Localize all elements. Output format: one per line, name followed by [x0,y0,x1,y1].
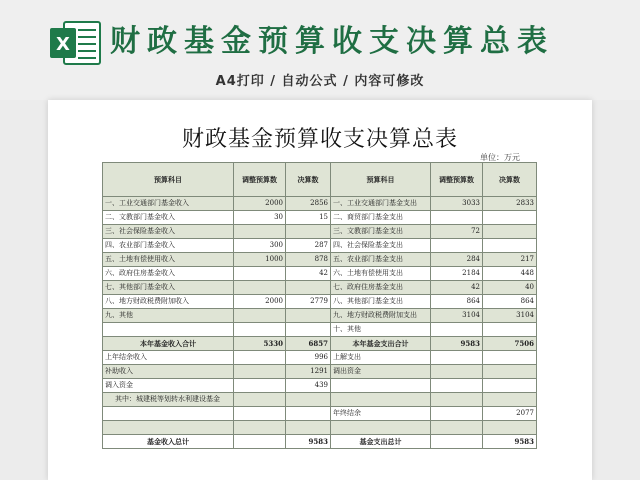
sheet-title: 财政基金预算收支决算总表 [181,127,458,152]
income-budget-cell: 300 [234,239,286,253]
table-row [103,295,537,309]
income-item-cell: 三、社会保险基金收入 [103,225,234,239]
expense-budget-cell [431,379,483,393]
table-row [103,407,537,421]
header-cell: 调整预算数 [431,163,483,197]
income-final-cell: 1291 [286,365,331,379]
income-final-cell: 2779 [286,295,331,309]
table-header-row [103,163,537,197]
income-final-cell [286,309,331,323]
income-final-cell: 15 [286,211,331,225]
header-cell: 决算数 [483,163,537,197]
expense-item-cell: 调出资金 [331,365,431,379]
expense-budget-cell: 72 [431,225,483,239]
expense-item-cell: 八、其他部门基金支出 [331,295,431,309]
income-final-cell [286,281,331,295]
income-item-cell: 四、农业部门基金收入 [103,239,234,253]
expense-final-cell [483,379,537,393]
banner-title: 财政基金预算收支决算总表 [110,24,554,59]
expense-final-cell [483,225,537,239]
expense-final-cell: 448 [483,267,537,281]
income-item-cell: 二、文教部门基金收入 [103,211,234,225]
table-row [103,337,537,351]
income-final-cell: 287 [286,239,331,253]
expense-budget-cell [431,435,483,449]
income-budget-cell [234,435,286,449]
income-final-cell [286,323,331,337]
expense-item-cell: 六、土地有偿使用支出 [331,267,431,281]
table-row [103,393,537,407]
income-budget-cell [234,351,286,365]
budget-table [102,162,537,449]
table-row [103,239,537,253]
income-budget-cell [234,309,286,323]
income-item-cell: 上年结余收入 [103,351,234,365]
excel-logo-icon [48,18,102,68]
expense-final-cell [483,323,537,337]
income-final-cell [286,393,331,407]
expense-budget-cell [431,211,483,225]
table-row [103,323,537,337]
income-budget-cell [234,393,286,407]
spreadsheet-preview [48,100,592,480]
expense-final-cell [483,365,537,379]
expense-item-cell [331,379,431,393]
income-budget-cell: 30 [234,211,286,225]
header-cell: 预算科目 [331,163,431,197]
income-final-cell: 2856 [286,197,331,211]
expense-budget-cell [431,393,483,407]
income-item-cell: 调入资金 [103,379,234,393]
income-budget-cell [234,267,286,281]
header-cell: 调整预算数 [234,163,286,197]
income-item-cell: 本年基金收入合计 [103,337,234,351]
income-item-cell: 其中：城建税等划转水利建设基金 [103,393,234,407]
table-row [103,421,537,435]
income-budget-cell: 1000 [234,253,286,267]
table-row [103,435,537,449]
income-final-cell: 439 [286,379,331,393]
expense-item-cell: 上解支出 [331,351,431,365]
expense-item-cell: 五、农业部门基金支出 [331,253,431,267]
income-item-cell: 基金收入总计 [103,435,234,449]
expense-item-cell: 年终结余 [331,407,431,421]
income-budget-cell: 5330 [234,337,286,351]
income-budget-cell [234,323,286,337]
expense-final-cell: 2833 [483,197,537,211]
expense-budget-cell: 3033 [431,197,483,211]
header-cell: 预算科目 [103,163,234,197]
expense-final-cell: 40 [483,281,537,295]
income-item-cell: 一、工业交通部门基金收入 [103,197,234,211]
table-row [103,225,537,239]
logo-letter: X [56,34,70,55]
income-item-cell: 九、其他 [103,309,234,323]
income-final-cell: 996 [286,351,331,365]
expense-budget-cell: 3104 [431,309,483,323]
expense-budget-cell: 42 [431,281,483,295]
expense-budget-cell: 2184 [431,267,483,281]
income-budget-cell: 2000 [234,295,286,309]
table-row [103,267,537,281]
expense-budget-cell [431,421,483,435]
expense-final-cell [483,421,537,435]
expense-item-cell: 一、工业交通部门基金支出 [331,197,431,211]
expense-budget-cell [431,351,483,365]
table-row [103,309,537,323]
expense-final-cell: 7506 [483,337,537,351]
expense-budget-cell [431,239,483,253]
expense-final-cell: 2077 [483,407,537,421]
expense-final-cell: 3104 [483,309,537,323]
header-cell: 决算数 [286,163,331,197]
expense-final-cell: 9583 [483,435,537,449]
expense-item-cell: 十、其他 [331,323,431,337]
expense-budget-cell: 9583 [431,337,483,351]
unit-label: 单位：万元 [480,153,520,162]
banner-subtitle: A4打印 / 自动公式 / 内容可修改 [215,74,425,89]
income-final-cell [286,407,331,421]
income-budget-cell [234,225,286,239]
income-budget-cell [234,407,286,421]
table-row [103,197,537,211]
expense-item-cell: 二、商贸部门基金支出 [331,211,431,225]
income-final-cell: 6857 [286,337,331,351]
expense-final-cell: 217 [483,253,537,267]
income-item-cell: 七、其他部门基金收入 [103,281,234,295]
expense-item-cell [331,421,431,435]
table-row [103,211,537,225]
table-row [103,253,537,267]
income-item-cell: 补助收入 [103,365,234,379]
income-item-cell [103,323,234,337]
banner [0,0,640,100]
expense-budget-cell [431,323,483,337]
expense-budget-cell: 864 [431,295,483,309]
income-final-cell: 42 [286,267,331,281]
expense-budget-cell: 284 [431,253,483,267]
table-row [103,365,537,379]
expense-final-cell: 864 [483,295,537,309]
income-budget-cell [234,421,286,435]
income-final-cell: 9583 [286,435,331,449]
expense-item-cell: 九、地方财政税费附加支出 [331,309,431,323]
income-budget-cell: 2000 [234,197,286,211]
income-budget-cell [234,379,286,393]
expense-final-cell [483,351,537,365]
income-item-cell: 六、政府住房基金收入 [103,267,234,281]
expense-item-cell: 基金支出总计 [331,435,431,449]
income-final-cell [286,421,331,435]
table-row [103,379,537,393]
expense-item-cell: 七、政府住房基金支出 [331,281,431,295]
expense-final-cell [483,211,537,225]
income-final-cell: 878 [286,253,331,267]
expense-item-cell: 三、文教部门基金支出 [331,225,431,239]
expense-final-cell [483,239,537,253]
income-budget-cell [234,281,286,295]
income-final-cell [286,225,331,239]
expense-item-cell: 四、社会保险基金支出 [331,239,431,253]
income-item-cell: 五、土地有偿使用收入 [103,253,234,267]
expense-budget-cell [431,365,483,379]
income-item-cell [103,407,234,421]
table-row [103,351,537,365]
income-budget-cell [234,365,286,379]
expense-item-cell: 本年基金支出合计 [331,337,431,351]
income-item-cell [103,421,234,435]
table-row [103,281,537,295]
expense-item-cell [331,393,431,407]
income-item-cell: 八、地方财政税费附加收入 [103,295,234,309]
expense-budget-cell [431,407,483,421]
expense-final-cell [483,393,537,407]
